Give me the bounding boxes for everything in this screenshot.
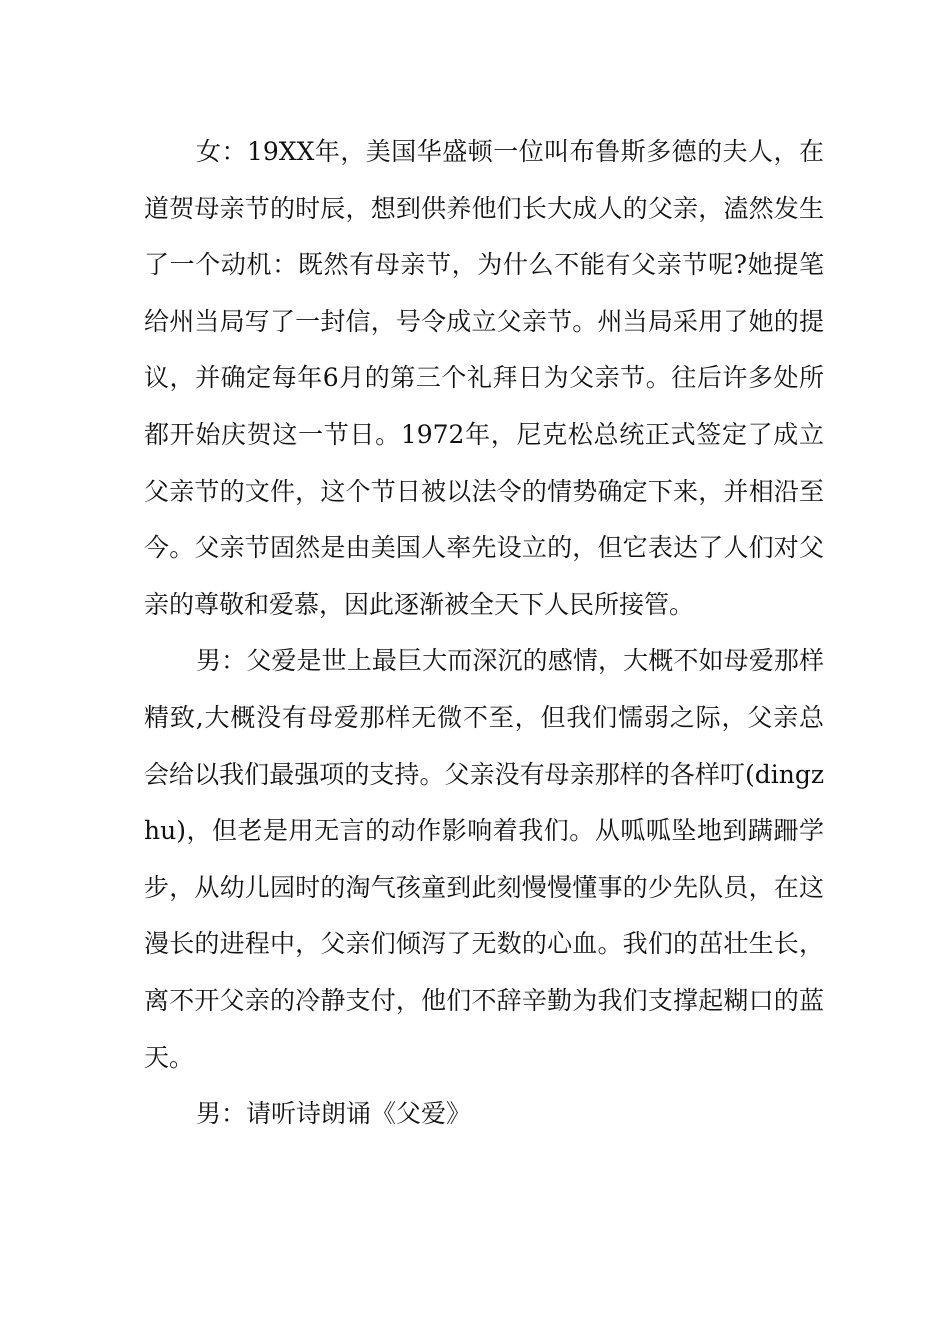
paragraph-fatherly-love-male: 男：父爱是世上最巨大而深沉的感情，大概不如母爱那样精致,大概没有母爱那样无微不至，但我们懦弱之际，父亲总会给以我们最强项的支持。父亲没有母亲那样的各样叮(dingzhu)，但老是用无言的动作影响着我们。从呱呱坠地到蹒跚学步，从幼儿园时的淘气孩童到此刻慢慢懂事的少先队员，在这漫长的进程中，父亲们倾泻了无数的心血。我们的茁壮生长，离不开父亲的冷静支付，他们不辞辛勤为我们支撑起糊口的蓝天。	[144, 646, 824, 1072]
paragraph-intro-female: 女：19XX年，美国华盛顿一位叫布鲁斯多德的夫人，在道贺母亲节的时辰，想到供养他们长大成人的父亲，溘然发生了一个动机：既然有母亲节，为什么不能有父亲节呢?她提笔给州当局写了一封信，号令成立父亲节。州当局采用了她的提议，并确定每年6月的第三个礼拜日为父亲节。往后许多处所都开始庆贺这一节日。1972年，尼克松总统正式签定了成立父亲节的文件，这个节日被以法令的情势确定下来，并相沿至今。父亲节固然是由美国人率先设立的，但它表达了人们对父亲的尊敬和爱慕，因此逐渐被全天下人民所接管。	[144, 137, 824, 619]
paragraph-poem-announcement: 男：请听诗朗诵《父爱》	[196, 1099, 472, 1129]
document-body	[144, 124, 824, 1143]
